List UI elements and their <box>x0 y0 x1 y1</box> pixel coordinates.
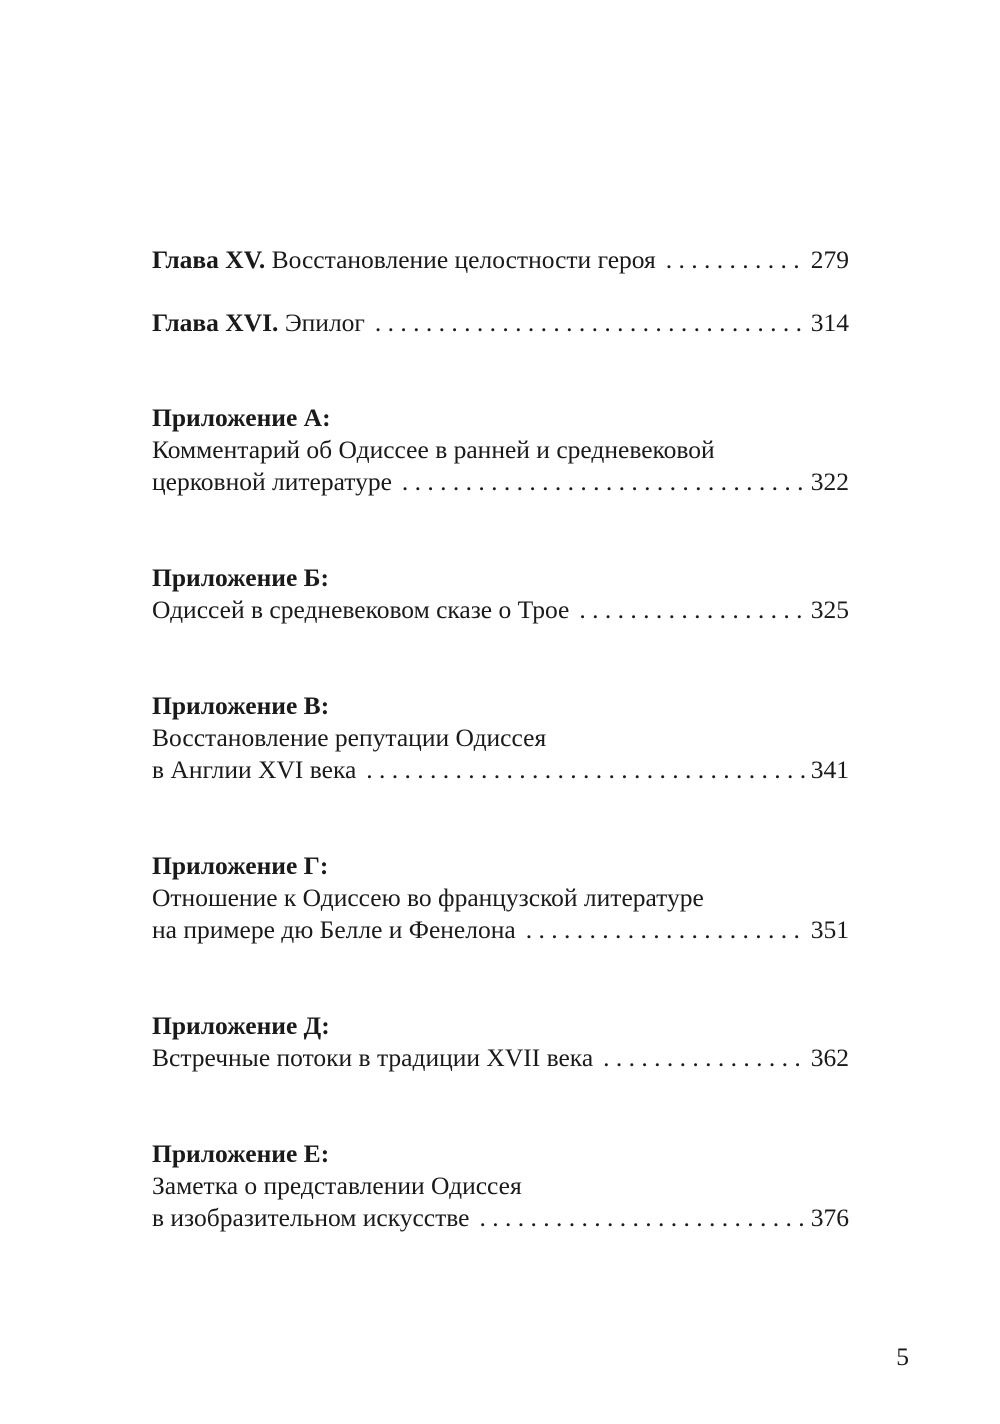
chapter-title: Эпилог <box>284 308 365 337</box>
appendix-title-text: в Англии XVI века <box>152 755 357 784</box>
toc-entry-appendix-d <box>152 1010 849 1074</box>
appendix-heading: Приложение А: <box>152 403 331 432</box>
appendix-title-text: церковной литературе <box>152 467 392 496</box>
toc-entry-chapter-15 <box>152 244 849 276</box>
appendix-heading: Приложение Б: <box>152 563 330 592</box>
page-number: 341 <box>810 755 849 784</box>
appendix-title-line-last <box>152 1042 849 1074</box>
leader-dots <box>666 244 807 276</box>
page-number: 279 <box>810 245 849 274</box>
leader-dots <box>402 466 807 498</box>
appendix-title-line: Восстановление репутации Одиссея <box>152 723 547 752</box>
appendix-heading: Приложение В: <box>152 691 330 720</box>
toc-entry-appendix-e <box>152 1138 849 1234</box>
appendix-heading: Приложение Е: <box>152 1139 330 1168</box>
chapter-title: Восстановление целостности героя <box>271 245 656 274</box>
appendix-title-line-last <box>152 1202 849 1234</box>
page-number: 325 <box>810 595 849 624</box>
appendix-title-line-last <box>152 914 849 946</box>
leader-dots <box>375 307 807 339</box>
folio-page-number: 5 <box>896 1342 909 1371</box>
page-number: 322 <box>810 467 849 496</box>
toc-entry-appendix-v <box>152 690 849 786</box>
page-number: 376 <box>810 1203 849 1232</box>
chapter-label: Глава XVI. <box>152 308 279 337</box>
appendix-title-line: Отношение к Одиссею во французской литературе <box>152 883 704 912</box>
appendix-title-text: на примере дю Белле и Фенелона <box>152 915 516 944</box>
leader-dots <box>579 594 806 626</box>
appendix-title-line: Комментарий об Одиссее в ранней и средневековой <box>152 435 715 464</box>
leader-dots <box>603 1042 807 1074</box>
toc-entry-appendix-g <box>152 850 849 946</box>
appendix-title-text: в изобразительном искусстве <box>152 1203 470 1232</box>
toc-entry-appendix-a <box>152 402 849 498</box>
table-of-contents <box>152 244 849 1234</box>
page-number: 314 <box>810 308 849 337</box>
appendix-title-line-last <box>152 754 849 786</box>
appendix-heading: Приложение Г: <box>152 851 329 880</box>
chapter-label: Глава XV. <box>152 245 266 274</box>
page-number: 362 <box>810 1043 849 1072</box>
appendix-title-text: Одиссей в средневековом сказе о Трое <box>152 595 570 624</box>
appendix-heading: Приложение Д: <box>152 1011 330 1040</box>
leader-dots <box>479 1202 806 1234</box>
appendix-title-line-last <box>152 594 849 626</box>
appendix-title-text: Встречные потоки в традиции XVII века <box>152 1043 594 1072</box>
toc-entry-appendix-b <box>152 562 849 626</box>
appendix-title-line: Заметка о представлении Одиссея <box>152 1171 522 1200</box>
leader-dots <box>366 754 806 786</box>
toc-entry-chapter-16 <box>152 307 849 339</box>
leader-dots <box>526 914 807 946</box>
page-number: 351 <box>810 915 849 944</box>
appendix-title-line-last <box>152 466 849 498</box>
